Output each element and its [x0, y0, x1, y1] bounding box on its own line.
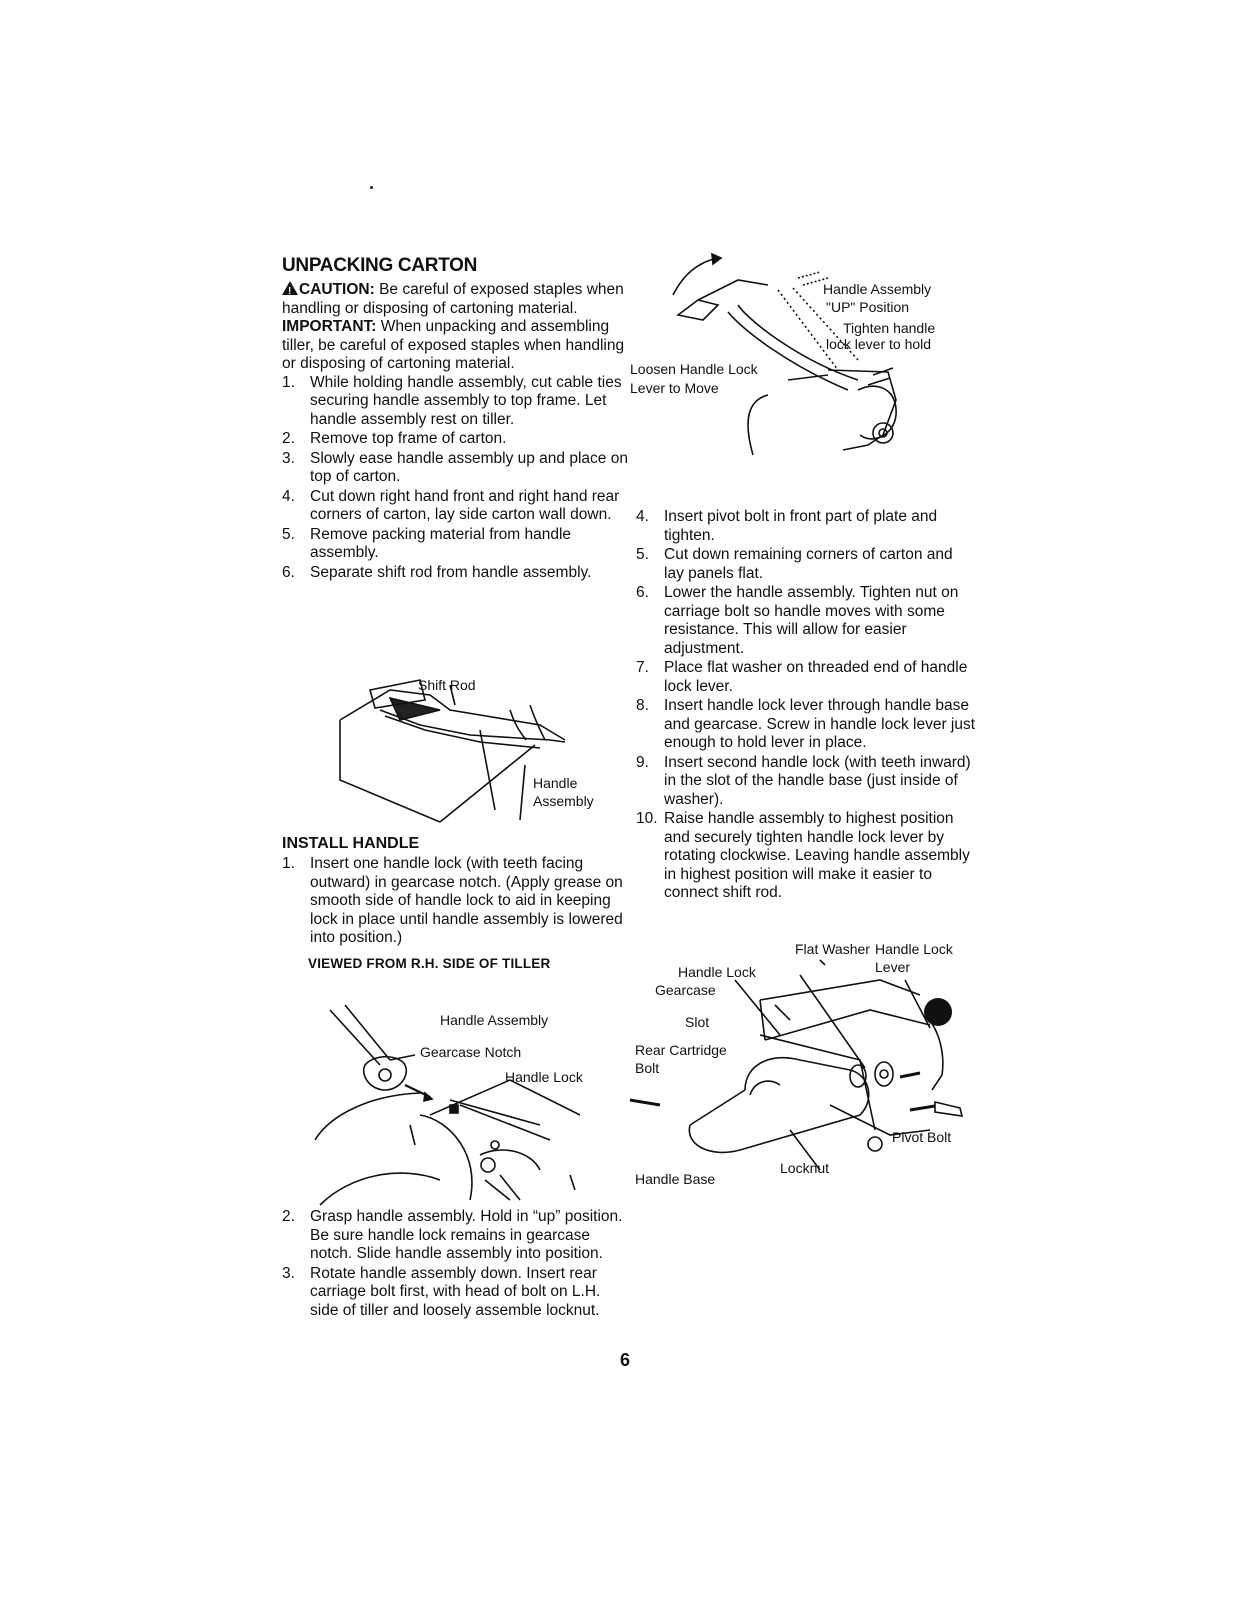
- loosen-label-line2: Lever to Move: [630, 380, 719, 396]
- step-number: 2.: [282, 430, 295, 447]
- list-item: [282, 374, 632, 430]
- step-text: Raise handle assembly to highest position and securely tighten handle lock lever by rotating clockwise. Leaving handle assembly in highest position will make it easier to connect shift rod.: [664, 810, 970, 901]
- loosen-label-line1: Loosen Handle Lock: [630, 361, 758, 377]
- locknut-label: Locknut: [780, 1160, 830, 1176]
- step-text: Rotate handle assembly down. Insert rear carriage bolt first, with head of bolt on L.H. side of tiller and loosely assemble locknut.: [310, 1264, 601, 1319]
- gearcase-notch-figure: [310, 1005, 610, 1205]
- handle-lock-lever-label-line2: Lever: [875, 959, 911, 975]
- list-item: [282, 430, 632, 449]
- install-section: [282, 835, 627, 973]
- handle-up-illustration: [628, 250, 968, 465]
- step-number: 8.: [636, 697, 649, 714]
- gearcase-notch-illustration: [310, 1005, 610, 1205]
- gearcase-label: Gearcase: [655, 982, 716, 998]
- step-text: Remove top frame of carton.: [310, 430, 507, 447]
- rear-cartridge-bolt-label-line1: Rear Cartridge: [635, 1042, 727, 1058]
- gearcase-notch-label: Gearcase Notch: [420, 1044, 522, 1060]
- list-item: [282, 488, 632, 525]
- scan-speck: [370, 186, 373, 189]
- list-item: [636, 754, 976, 810]
- step-number: 4.: [636, 508, 649, 525]
- step-number: 1.: [282, 373, 295, 391]
- list-item: [636, 546, 976, 583]
- important-label: IMPORTANT:: [282, 318, 377, 335]
- list-item: [282, 564, 632, 583]
- handle-base-label: Handle Base: [635, 1171, 716, 1187]
- step-number: 4.: [282, 487, 295, 505]
- right-steps: [636, 508, 976, 903]
- up-position-label: "UP" Position: [826, 299, 910, 315]
- list-item: [282, 526, 632, 563]
- list-item: [636, 697, 976, 753]
- right-column: [636, 508, 976, 904]
- left-column: [282, 255, 632, 583]
- step-number: 3.: [282, 449, 295, 467]
- install-steps-b-block: [282, 1208, 627, 1321]
- step-text: Insert one handle lock (with teeth facing outward) in gearcase notch. (Apply grease on smooth side of handle lock to aid in keeping lock in place until handle assembly is lowered into position.): [310, 855, 623, 946]
- list-item: [282, 1208, 627, 1264]
- handle-lock-lever-label-line1: Handle Lock: [875, 941, 953, 957]
- page-number: 6: [620, 1350, 631, 1370]
- shift-rod-label: Shift Rod: [418, 677, 476, 693]
- figure-caption: VIEWED FROM R.H. SIDE OF TILLER: [308, 955, 551, 971]
- important-paragraph: [282, 318, 632, 374]
- assembly-label: Assembly: [533, 793, 594, 809]
- step-text: Cut down remaining corners of carton and lay panels flat.: [664, 546, 953, 582]
- handle-assembly-label: Handle Assembly: [823, 281, 932, 297]
- step-number: 6.: [636, 584, 649, 601]
- handle-up-position-figure: [628, 250, 968, 465]
- step-number: 9.: [636, 753, 649, 771]
- flat-washer-label: Flat Washer: [795, 941, 870, 957]
- handle-lock-lever-illustration: [630, 940, 970, 1190]
- warning-triangle-icon: [282, 281, 298, 295]
- handle-lock-label: Handle Lock: [678, 964, 756, 980]
- step-number: 7.: [636, 659, 649, 676]
- handle-assembly-label: Handle Assembly: [440, 1012, 549, 1028]
- tighten-label-line1: Tighten handle: [843, 320, 936, 336]
- step-text: Insert second handle lock (with teeth inward) in the slot of the handle base (just inside of washer).: [664, 753, 971, 808]
- list-item: [282, 855, 627, 948]
- important-text: When unpacking and assembling tiller, be careful of exposed staples when handling or disposing of cartoning material.: [282, 318, 625, 372]
- list-item: [636, 659, 976, 696]
- step-text: Lower the handle assembly. Tighten nut on carriage bolt so handle moves with some resistance. This will allow for easier adjustment.: [664, 584, 959, 657]
- step-text: Separate shift rod from handle assembly.: [310, 563, 592, 581]
- install-heading: INSTALL HANDLE: [282, 835, 420, 852]
- list-item: [636, 810, 976, 903]
- shift-rod-illustration: [330, 670, 620, 830]
- tighten-label-line2: lock lever to hold: [826, 336, 932, 352]
- step-text: Place flat washer on threaded end of handle lock lever.: [664, 659, 968, 695]
- list-item: [282, 450, 632, 487]
- caution-text: Be careful of exposed staples when handling or disposing of cartoning material.: [282, 281, 624, 317]
- step-text: While holding handle assembly, cut cable ties securing handle assembly to top frame. Let handle assembly rest on tiller.: [310, 373, 622, 428]
- step-number: 10.: [636, 810, 658, 827]
- handle-label: Handle: [533, 775, 578, 791]
- handle-lock-label: Handle Lock: [505, 1069, 583, 1085]
- step-number: 5.: [282, 525, 295, 543]
- step-number: 6.: [282, 563, 295, 581]
- step-text: Cut down right hand front and right hand rear corners of carton, lay side carton wall down.: [310, 487, 620, 523]
- pivot-bolt-label: Pivot Bolt: [892, 1129, 952, 1145]
- step-text: Grasp handle assembly. Hold in “up” position. Be sure handle lock remains in gearcase notch. Slide handle assembly into position.: [310, 1208, 623, 1262]
- list-item: [636, 584, 976, 658]
- step-number: 1.: [282, 855, 295, 872]
- rear-cartridge-bolt-label-line2: Bolt: [635, 1060, 660, 1076]
- shift-rod-figure: [330, 670, 620, 830]
- slot-label: Slot: [685, 1014, 710, 1030]
- list-item: [636, 508, 976, 545]
- caution-paragraph: [282, 281, 632, 318]
- install-steps-b: [282, 1208, 627, 1320]
- install-steps-a: [282, 855, 627, 948]
- handle-lock-lever-figure: [630, 940, 970, 1190]
- step-text: Slowly ease handle assembly up and place on top of carton.: [310, 449, 628, 485]
- step-text: Insert handle lock lever through handle base and gearcase. Screw in handle lock lever just enough to hold lever in place.: [664, 697, 976, 751]
- step-number: 5.: [636, 546, 649, 563]
- unpacking-heading: UNPACKING CARTON: [282, 255, 478, 276]
- caution-label: CAUTION:: [299, 281, 375, 298]
- step-number: 2.: [282, 1208, 295, 1225]
- unpacking-steps: [282, 374, 632, 583]
- step-text: Remove packing material from handle assembly.: [310, 525, 572, 561]
- list-item: [282, 1265, 627, 1321]
- step-text: Insert pivot bolt in front part of plate and tighten.: [664, 508, 938, 544]
- step-number: 3.: [282, 1264, 295, 1282]
